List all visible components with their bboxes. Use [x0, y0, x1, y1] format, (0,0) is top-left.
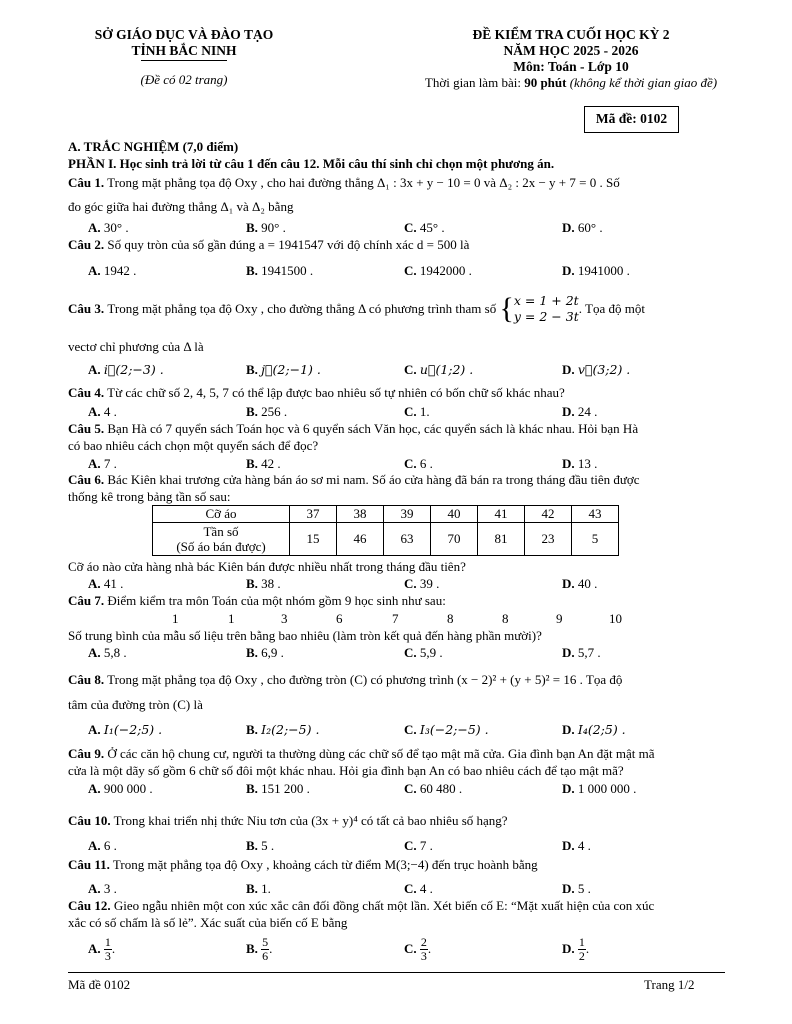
question-6-cont: thống kê trong bảng tần số sau: — [68, 489, 231, 504]
options-q4 — [88, 404, 728, 420]
option-c[interactable]: C. 60 480 . — [404, 781, 463, 796]
option-a[interactable]: A. 5,8 . — [88, 645, 127, 660]
score-value: 1 — [172, 611, 179, 626]
option-c[interactable]: C. 1. — [404, 404, 430, 419]
question-number: Câu 5. — [68, 421, 105, 436]
fraction: $\frac{5}{6}$ — [262, 935, 269, 963]
school-year: NĂM HỌC 2025 - 2026 — [503, 43, 639, 58]
option-a[interactable]: A. 3 . — [88, 881, 117, 896]
page-count-note: (Đề có 02 trang) — [140, 72, 228, 87]
option-b[interactable]: B. 151 200 . — [246, 781, 310, 796]
question-text: Bạn Hà có 7 quyển sách Toán học và 6 quyển sách Văn học, các quyển sách là khác nhau. Hỏi bạn Hà — [107, 421, 639, 436]
option-d[interactable]: D. 5,7 . — [562, 645, 601, 660]
option-c[interactable]: C. 1942000 . — [404, 263, 472, 278]
score-value: 1 — [228, 611, 235, 626]
option-a[interactable]: A. 7 . — [88, 456, 117, 471]
size-cell: 39 — [384, 506, 431, 523]
question-1 — [68, 175, 728, 191]
question-11 — [68, 857, 728, 873]
question-text: Số quy tròn của số gần đúng a = 1941547 với độ chính xác d = 500 là — [107, 237, 470, 252]
option-c[interactable]: C. 4 . — [404, 881, 433, 896]
question-number: Câu 12. — [68, 898, 111, 913]
option-a[interactable]: A. 1942 . — [88, 263, 137, 278]
options-q1 — [88, 220, 728, 236]
count-cell: 5 — [572, 523, 619, 556]
table-row — [153, 523, 619, 556]
option-b[interactable]: B. 6,9 . — [246, 645, 284, 660]
question-5-cont: có bao nhiêu cách chọn một quyển sách để đọc? — [68, 438, 319, 453]
score-value: 6 — [336, 611, 343, 626]
question-number: Câu 3. — [68, 300, 105, 316]
option-d[interactable]: D. 1 000 000 . — [562, 781, 637, 796]
question-10 — [68, 813, 728, 829]
time-note: (không kể thời gian giao đề) — [569, 75, 718, 90]
exam-code-box — [584, 106, 679, 133]
question-number: Câu 1. — [68, 175, 105, 190]
question-text: Trong mặt phẳng tọa độ Oxy , khoảng cách từ điểm M(3;−4) đến trục hoành bằng — [112, 857, 538, 872]
header-right — [372, 27, 770, 91]
option-d[interactable]: D. 40 . — [562, 576, 598, 591]
option-b[interactable]: B. 1. — [246, 881, 271, 896]
options-q6 — [88, 576, 728, 592]
question-7-ask: Số trung bình của mẫu số liệu trên bằng bao nhiêu (làm tròn kết quả đến hàng phần mười)? — [68, 628, 542, 643]
question-number: Câu 9. — [68, 746, 105, 761]
header-left — [60, 27, 308, 88]
part-instructions: PHẦN I. Học sinh trả lời từ câu 1 đến câu 12. Mỗi câu thí sinh chỉ chọn một phương án. — [68, 156, 555, 171]
size-cell: 43 — [572, 506, 619, 523]
exam-code: Mã đề: 0102 — [595, 111, 668, 127]
question-text: Điểm kiểm tra môn Toán của một nhóm gồm 9 học sinh như sau: — [107, 593, 446, 608]
options-q12 — [88, 936, 728, 968]
row-label: Cỡ áo — [153, 506, 290, 523]
table-row — [153, 506, 619, 523]
footer-exam-code: Mã đề 0102 — [68, 977, 131, 992]
question-5 — [68, 421, 728, 437]
question-number: Câu 8. — [68, 672, 105, 687]
option-a[interactable]: A. 4 . — [88, 404, 117, 419]
question-number: Câu 10. — [68, 813, 111, 828]
options-q11 — [88, 881, 728, 897]
question-number: Câu 7. — [68, 593, 105, 608]
option-b[interactable]: B. 5 . — [246, 838, 275, 853]
option-b[interactable]: B. j⃗(2;−1) . — [246, 362, 321, 377]
option-c[interactable]: C. I₃(−2;−5) . — [404, 722, 489, 737]
options-q2 — [88, 263, 728, 279]
option-d[interactable]: D. 24 . — [562, 404, 598, 419]
question-number: Câu 6. — [68, 472, 105, 487]
options-q5 — [88, 456, 728, 472]
question-text: Gieo ngẫu nhiên một con xúc xắc cân đối đồng chất một lần. Xét biến cố E: “Mặt xuất hiện của con xúc — [113, 898, 655, 913]
fraction: $\frac{2}{3}$ — [420, 935, 427, 963]
question-3 — [68, 289, 728, 329]
time-value: 90 phút — [524, 75, 567, 90]
size-cell: 42 — [525, 506, 572, 523]
question-text: Từ các chữ số 2, 4, 5, 7 có thể lập được bao nhiêu số tự nhiên có bốn chữ số khác nhau? — [107, 385, 565, 400]
option-b[interactable]: B. 38 . — [246, 576, 281, 591]
question-12 — [68, 898, 728, 914]
option-a[interactable]: A. I₁(−2;5) . — [88, 722, 163, 737]
options-q8 — [88, 722, 728, 738]
score-value: 10 — [609, 611, 622, 626]
question-number: Câu 2. — [68, 237, 105, 252]
row-label: Tần số (Số áo bán được) — [153, 523, 290, 556]
score-value: 7 — [392, 611, 399, 626]
options-q7 — [88, 645, 728, 661]
question-9-cont: cửa là một dãy số gồm 6 chữ số đôi một khác nhau. Hỏi gia đình bạn An có bao nhiêu cách để tạo mật mã? — [68, 763, 624, 778]
option-d[interactable]: D. v⃗(3;2) . — [562, 362, 631, 377]
header-divider — [141, 60, 227, 61]
fraction: $\frac{1}{3}$ — [104, 935, 111, 963]
option-b[interactable]: B. $\frac{5}{6}$ . — [246, 935, 273, 963]
option-a[interactable]: A. i⃗(2;−3) . — [88, 362, 164, 377]
question-6-ask: Cỡ áo nào cửa hàng nhà bác Kiên bán được nhiều nhất trong tháng đầu tiên? — [68, 559, 466, 574]
option-c[interactable]: C. 39 . — [404, 576, 440, 591]
footer-divider — [68, 972, 725, 973]
question-2 — [68, 237, 728, 253]
option-b[interactable]: B. 1941500 . — [246, 263, 314, 278]
question-text: Bác Kiên khai trương cửa hàng bán áo sơ mi nam. Số áo cửa hàng đã bán ra trong tháng đầu tiên được — [107, 472, 640, 487]
option-a[interactable]: A. 6 . — [88, 838, 117, 853]
score-value: 3 — [281, 611, 288, 626]
option-c[interactable]: C. 5,9 . — [404, 645, 443, 660]
province-name: TỈNH BẮC NINH — [131, 43, 237, 58]
count-cell: 81 — [478, 523, 525, 556]
question-3-cont: vectơ chỉ phương của Δ là — [68, 339, 204, 354]
option-d[interactable]: D. 5 . — [562, 881, 591, 896]
count-cell: 15 — [290, 523, 337, 556]
option-b[interactable]: B. 42 . — [246, 456, 281, 471]
question-text: Trong mặt phẳng tọa độ Oxy , cho đường thẳng Δ có phương trình tham số — [107, 300, 497, 316]
score-value: 9 — [556, 611, 563, 626]
score-value: 8 — [447, 611, 454, 626]
question-8-cont: tâm của đường tròn (C) là — [68, 697, 203, 712]
department-name: SỞ GIÁO DỤC VÀ ĐÀO TẠO — [94, 27, 274, 42]
question-text: Trong mặt phẳng tọa độ Oxy , cho đường tròn (C) có phương trình (x − 2)² + (y + 5)² = 16 . Tọa độ — [107, 672, 623, 687]
question-4 — [68, 385, 728, 401]
time-prefix: Thời gian làm bài: — [424, 75, 525, 90]
question-text: Trong mặt phẳng tọa độ Oxy , cho hai đường thẳng Δ₁ : 3x + y − 10 = 0 và Δ₂ : 2x − y + 7 = 0 . Số — [107, 175, 620, 190]
count-cell: 46 — [337, 523, 384, 556]
option-c[interactable]: C. $\frac{2}{3}$ . — [404, 935, 432, 963]
question-number: Câu 11. — [68, 857, 110, 872]
question-text: Ở các căn hộ chung cư, người ta thường dùng các chữ số để tạo mật mã cửa. Gia đình bạn An đặt mật mã — [107, 746, 655, 761]
frequency-table — [152, 505, 619, 556]
option-d[interactable]: D. 4 . — [562, 838, 591, 853]
size-cell: 41 — [478, 506, 525, 523]
question-7 — [68, 593, 728, 609]
option-c[interactable]: C. 7 . — [404, 838, 433, 853]
option-b[interactable]: B. 90° . — [246, 220, 286, 235]
score-list — [160, 611, 640, 627]
question-8 — [68, 672, 728, 688]
size-cell: 40 — [431, 506, 478, 523]
option-a[interactable]: A. $\frac{1}{3}$ . — [88, 935, 116, 963]
count-cell: 23 — [525, 523, 572, 556]
question-text: Trong khai triển nhị thức Niu tơn của (3x + y)⁴ có tất cả bao nhiêu số hạng? — [113, 813, 508, 828]
option-b[interactable]: B. 256 . — [246, 404, 288, 419]
parametric-system: x = 1 + 2t y = 2 − 3t — [513, 293, 579, 324]
question-12-cont: xắc có số chấm là số lẻ”. Xác suất của biến cố E bằng — [68, 915, 348, 930]
question-text-end: . Tọa độ một — [578, 300, 645, 316]
question-1-cont: đo góc giữa hai đường thẳng Δ₁ và Δ₂ bằng — [68, 199, 294, 214]
section-title: A. TRẮC NGHIỆM (7,0 điểm) — [68, 139, 239, 154]
time-line — [372, 75, 770, 91]
options-q3 — [88, 362, 728, 378]
count-cell: 63 — [384, 523, 431, 556]
score-value: 8 — [502, 611, 509, 626]
option-d[interactable]: D. 1941000 . — [562, 263, 630, 278]
option-c[interactable]: C. u⃗(1;2) . — [404, 362, 474, 377]
subject: Môn: Toán - Lớp 10 — [513, 59, 629, 74]
option-b[interactable]: B. I₂(2;−5) . — [246, 722, 320, 737]
question-9 — [68, 746, 728, 762]
size-cell: 37 — [290, 506, 337, 523]
option-d[interactable]: D. $\frac{1}{2}$ . — [562, 935, 590, 963]
page-number: Trang 1/2 — [644, 977, 695, 992]
question-number: Câu 4. — [68, 385, 105, 400]
options-q10 — [88, 838, 728, 854]
option-c[interactable]: C. 6 . — [404, 456, 433, 471]
size-cell: 38 — [337, 506, 384, 523]
option-d[interactable]: D. I₄(2;5) . — [562, 722, 626, 737]
exam-title: ĐỀ KIỂM TRA CUỐI HỌC KỲ 2 — [472, 27, 670, 42]
option-d[interactable]: D. 13 . — [562, 456, 598, 471]
count-cell: 70 — [431, 523, 478, 556]
option-d[interactable]: D. 60° . — [562, 220, 603, 235]
question-6 — [68, 472, 728, 488]
options-q9 — [88, 781, 728, 797]
fraction: $\frac{1}{2}$ — [578, 935, 585, 963]
system-brace: { — [499, 292, 514, 325]
option-c[interactable]: C. 45° . — [404, 220, 445, 235]
option-a[interactable]: A. 30° . — [88, 220, 129, 235]
option-a[interactable]: A. 900 000 . — [88, 781, 153, 796]
option-a[interactable]: A. 41 . — [88, 576, 124, 591]
